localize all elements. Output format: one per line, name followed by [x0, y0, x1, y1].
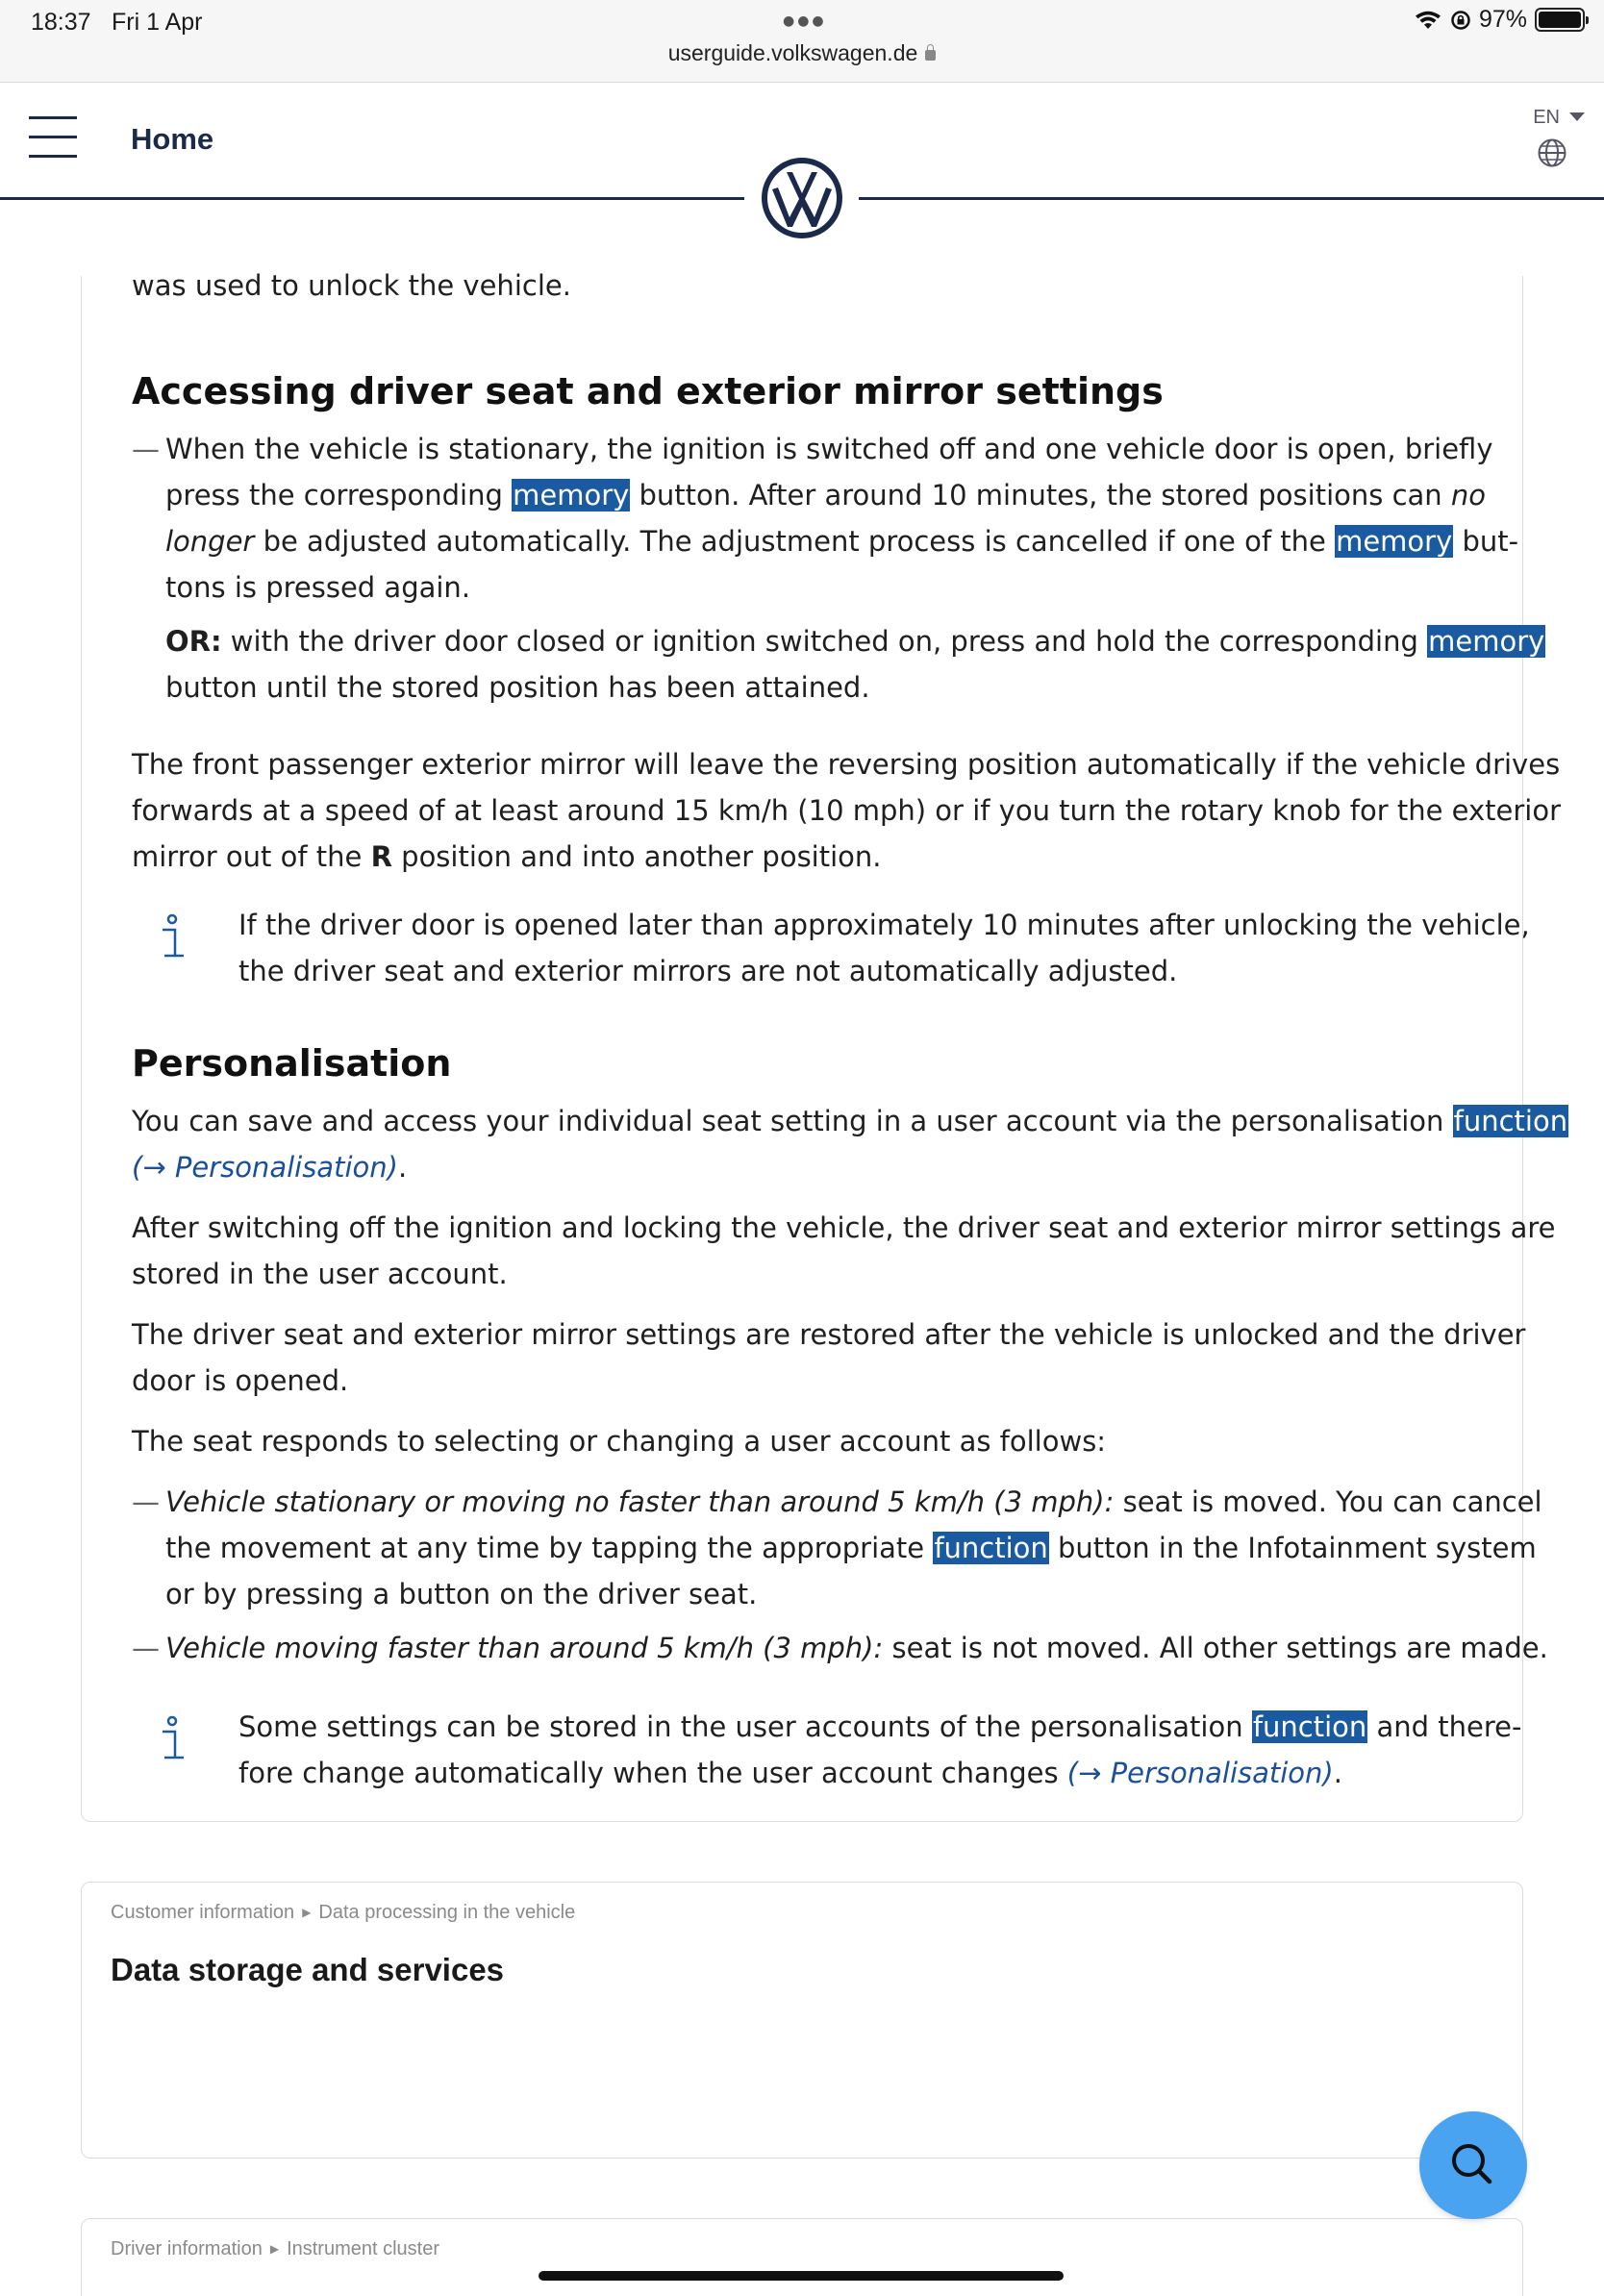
vw-logo[interactable]	[761, 157, 843, 239]
mirror-paragraph: mirror out of the R position and into another position.	[132, 840, 882, 873]
account-bullet-line: Vehicle stationary or moving no faster than around 5 km/h (3 mph): seat is moved. You can cancel	[165, 1485, 1542, 1518]
orientation-lock-icon	[1450, 10, 1471, 31]
seat-bullet-line: press the corresponding memory button. After around 10 minutes, the stored positions can no	[165, 479, 1487, 512]
paragraph: door is opened.	[132, 1364, 349, 1397]
language-selector[interactable]: EN	[1533, 107, 1560, 128]
note-text: fore change automatically when the user account changes (→ Personalisation).	[238, 1757, 1342, 1789]
header-divider-left	[0, 197, 744, 200]
section-title-personalisation: Personalisation	[132, 1042, 452, 1085]
or-line: button until the stored position has been attained.	[165, 671, 870, 704]
status-right	[1414, 6, 1585, 34]
battery-icon	[1535, 8, 1585, 32]
breadcrumb-item[interactable]: Data processing in the vehicle	[318, 1902, 576, 1923]
related-card-data-storage[interactable]	[81, 1882, 1523, 2159]
note-text: If the driver door is opened later than approximately 10 minutes after unlocking the vehicle,	[238, 909, 1530, 941]
globe-icon[interactable]	[1537, 137, 1567, 168]
search-highlight: memory	[1428, 625, 1545, 658]
breadcrumb	[111, 2238, 439, 2260]
seat-bullet-line: longer be adjusted automatically. The adjustment process is cancelled if one of the memory but-	[165, 525, 1519, 558]
breadcrumb-arrow-icon: ▶	[302, 1906, 312, 1919]
related-card-instrument-cluster[interactable]	[81, 2218, 1523, 2296]
mirror-paragraph: The front passenger exterior mirror will leave the reversing position automatically if the vehicle drives	[132, 748, 1561, 781]
url-bar[interactable]	[0, 40, 1604, 66]
card-title[interactable]: Data storage and services	[111, 1952, 505, 1987]
personalisation-paragraph: You can save and access your individual seat setting in a user account via the personalisation function	[132, 1105, 1568, 1137]
search-highlight: function	[1453, 1105, 1568, 1137]
info-icon	[156, 913, 188, 961]
breadcrumb-item[interactable]: Driver information	[111, 2238, 263, 2259]
search-highlight: memory	[1336, 525, 1453, 558]
breadcrumb-item[interactable]: Customer information	[111, 1902, 295, 1923]
paragraph: stored in the user account.	[132, 1258, 508, 1290]
home-link[interactable]: Home	[131, 122, 214, 156]
search-highlight: memory	[513, 479, 630, 512]
breadcrumb-item[interactable]: Instrument cluster	[287, 2238, 440, 2259]
bullet-dash: —	[132, 1632, 160, 1664]
url-text: userguide.volkswagen.de	[667, 40, 918, 65]
status-time: 18:37	[31, 9, 91, 36]
chevron-down-icon[interactable]	[1569, 112, 1585, 121]
paragraph: After switching off the ignition and locking the vehicle, the driver seat and exterior mirror settings are	[132, 1211, 1556, 1244]
search-button[interactable]	[1419, 2111, 1527, 2219]
bullet-dash: —	[132, 433, 160, 465]
home-indicator[interactable]	[539, 2271, 1064, 2281]
search-icon	[1419, 2111, 1527, 2219]
mirror-paragraph: forwards at a speed of at least around 15 km/h (10 mph) or if you turn the rotary knob for the exterior	[132, 794, 1562, 827]
account-bullet-line: or by pressing a button on the driver seat.	[165, 1578, 758, 1610]
bullet-dash: —	[132, 1485, 160, 1518]
lock-icon	[925, 50, 936, 61]
site-header	[0, 84, 1604, 276]
note-text: Some settings can be stored in the user accounts of the personalisation function and there-	[238, 1710, 1522, 1743]
breadcrumb-arrow-icon: ▶	[269, 2242, 280, 2256]
personalisation-link[interactable]: (→ Personalisation)	[132, 1151, 398, 1184]
status-bar	[0, 0, 1604, 83]
note-text: the driver seat and exterior mirrors are not automatically adjusted.	[238, 955, 1178, 987]
wifi-icon	[1414, 10, 1442, 31]
personalisation-link[interactable]: (→ Personalisation)	[1066, 1757, 1334, 1789]
search-highlight: function	[1252, 1710, 1367, 1743]
account-bullet-line: the movement at any time by tapping the appropriate function button in the Infotainment system	[165, 1532, 1537, 1564]
status-date: Fri 1 Apr	[112, 9, 203, 36]
battery-percent: 97%	[1478, 6, 1527, 33]
search-highlight: function	[934, 1532, 1048, 1564]
or-line: OR: with the driver door closed or ignition switched on, press and hold the corresponding memory	[165, 625, 1545, 658]
account-bullet-line: Vehicle moving faster than around 5 km/h (3 mph): seat is not moved. All other settings are made.	[165, 1632, 1548, 1664]
header-divider-right	[859, 197, 1604, 200]
breadcrumb	[111, 1902, 575, 1924]
more-dots-icon[interactable]: ●●●	[783, 13, 827, 29]
paragraph: The driver seat and exterior mirror settings are restored after the vehicle is unlocked and the driver	[132, 1318, 1526, 1351]
info-icon	[156, 1715, 188, 1763]
cut-off-line: was used to unlock the vehicle.	[132, 269, 571, 302]
paragraph: The seat responds to selecting or changing a user account as follows:	[132, 1425, 1107, 1458]
seat-bullet-line: When the vehicle is stationary, the ignition is switched off and one vehicle door is open, briefly	[165, 433, 1493, 465]
personalisation-paragraph: (→ Personalisation).	[132, 1151, 408, 1184]
section-title-seat-mirror: Accessing driver seat and exterior mirror settings	[132, 370, 1164, 412]
seat-bullet-line: tons is pressed again.	[165, 571, 471, 604]
hamburger-icon[interactable]	[29, 116, 77, 159]
